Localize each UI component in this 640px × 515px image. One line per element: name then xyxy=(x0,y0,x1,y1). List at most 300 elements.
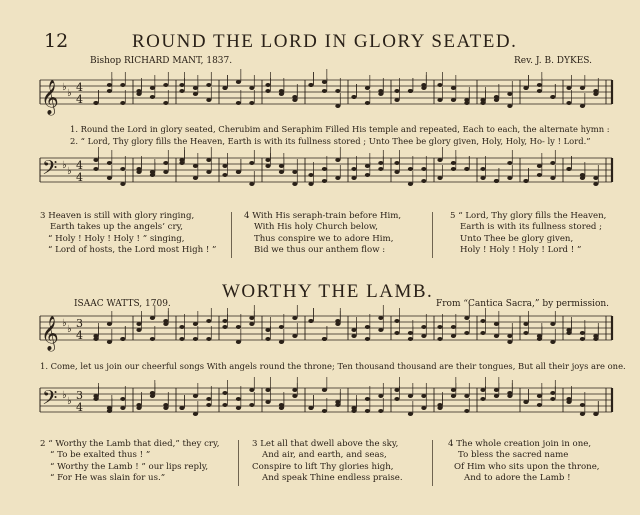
note-head xyxy=(537,394,542,398)
note-head xyxy=(437,337,442,341)
note-head xyxy=(365,409,370,413)
note-head xyxy=(206,170,211,174)
note-head xyxy=(249,316,254,320)
note-head xyxy=(537,403,542,407)
hymn1-verse-4 xyxy=(244,211,401,257)
note-head xyxy=(408,331,413,335)
note-head xyxy=(93,394,98,398)
note-head xyxy=(464,331,469,335)
note-head xyxy=(464,101,469,105)
note-head xyxy=(279,325,284,329)
flat-icon: ♭ xyxy=(62,390,67,401)
note-head xyxy=(120,182,125,186)
note-head xyxy=(480,397,485,401)
note-head xyxy=(507,340,512,344)
note-head xyxy=(335,403,340,407)
note-head xyxy=(365,173,370,177)
note-head xyxy=(222,325,227,329)
note-head xyxy=(120,101,125,105)
note-head xyxy=(365,337,370,341)
note-head xyxy=(421,406,426,410)
note-head xyxy=(580,86,585,90)
note-head xyxy=(494,179,499,183)
note-head xyxy=(421,83,426,87)
note-head xyxy=(322,409,327,413)
verse-line: 4 The whole creation join in one, xyxy=(448,439,592,449)
note-head xyxy=(507,391,512,395)
verse-line: Unto Thee be glory given, xyxy=(460,233,574,244)
note-head xyxy=(136,322,141,326)
note-head xyxy=(378,409,383,413)
verse-line: Conspire to lift Thy glories high, xyxy=(252,461,394,472)
verse-line: 5 “ Lord, Thy glory fills the Heaven, xyxy=(450,211,607,221)
note-head xyxy=(437,325,442,329)
flat-icon: ♭ xyxy=(67,396,72,407)
hymn2-lyric-line-1: 1. Come, let us join our cheerful songs With angels round the throne; Ten thousand thousand are their tongues, But all their joys are one. xyxy=(40,361,626,371)
hymn1-verse-5 xyxy=(450,211,606,257)
flat-icon: ♭ xyxy=(67,88,72,99)
note-head xyxy=(222,319,227,323)
verse-line: And speak Thine endless praise. xyxy=(262,473,403,484)
note-head xyxy=(480,176,485,180)
note-head xyxy=(464,409,469,413)
note-head xyxy=(150,337,155,341)
note-head xyxy=(120,397,125,401)
note-head xyxy=(507,161,512,165)
verse-line: “ Holy ! Holy ! Holy ! ” singing, xyxy=(48,233,185,244)
note-head xyxy=(292,334,297,338)
note-head xyxy=(222,173,227,177)
time-signature-bottom: 4 xyxy=(76,329,83,342)
column-divider xyxy=(231,212,232,258)
verse-line: 2 “ Worthy the Lamb that died,” they cry, xyxy=(40,439,220,449)
note-head xyxy=(322,80,327,84)
note-head xyxy=(523,86,528,90)
hymn2-source: From “Cantica Sacra,” by permission. xyxy=(436,299,610,309)
note-head xyxy=(236,170,241,174)
note-head xyxy=(394,397,399,401)
hymn2-verse-4 xyxy=(448,439,600,485)
hymn1-composer: Rev. J. B. DYKES. xyxy=(514,56,592,66)
note-head xyxy=(351,176,356,180)
note-head xyxy=(265,400,270,404)
note-head xyxy=(249,322,254,326)
note-head xyxy=(107,340,112,344)
note-head xyxy=(537,164,542,168)
note-head xyxy=(179,83,184,87)
note-head xyxy=(335,104,340,108)
page-number: 12 xyxy=(44,30,69,52)
verse-line: Holy ! Holy ! Holy ! Lord ! ” xyxy=(460,245,582,256)
note-head xyxy=(480,388,485,392)
note-head xyxy=(193,337,198,341)
note-head xyxy=(451,394,456,398)
verse-line: Earth is with its fullness stored ; xyxy=(460,222,603,233)
verse-line: Earth takes up the angels’ cry, xyxy=(50,222,184,233)
note-head xyxy=(292,95,297,99)
hymn1-verse-3 xyxy=(40,211,216,257)
note-head xyxy=(566,167,571,171)
note-head xyxy=(236,325,241,329)
flat-icon: ♭ xyxy=(62,160,67,171)
note-head xyxy=(279,170,284,174)
note-head xyxy=(222,86,227,90)
verse-line: Thus conspire we to adore Him, xyxy=(254,233,394,244)
note-head xyxy=(292,394,297,398)
verse-line: “ Worthy the Lamb ! ” our lips reply, xyxy=(50,461,209,472)
note-head xyxy=(408,89,413,93)
hymn2-author: ISAAC WATTS, 1709. xyxy=(74,299,171,309)
note-head xyxy=(480,331,485,335)
flat-icon: ♭ xyxy=(62,82,67,93)
note-head xyxy=(523,322,528,326)
note-head xyxy=(451,167,456,171)
verse-line: “ To be exalted thus ! ” xyxy=(50,450,151,461)
note-head xyxy=(394,89,399,93)
note-head xyxy=(308,319,313,323)
note-head xyxy=(566,101,571,105)
time-signature-top: 4 xyxy=(76,159,83,172)
note-head xyxy=(378,316,383,320)
note-head xyxy=(523,400,528,404)
note-head xyxy=(437,158,442,162)
hymn1-lyric-line-2: 2. “ Lord, Thy glory fills the Heaven, Earth is with its fullness stored ; Unto Thee be glory given, Holy, Holy, Ho- ly ! Lord.” xyxy=(70,136,591,146)
note-head xyxy=(408,394,413,398)
note-head xyxy=(394,388,399,392)
verse-line: 3 Heaven is still with glory ringing, xyxy=(40,211,195,221)
time-signature-top: 4 xyxy=(76,81,83,94)
note-head xyxy=(550,176,555,180)
note-head xyxy=(451,325,456,329)
note-head xyxy=(222,403,227,407)
note-head xyxy=(507,334,512,338)
note-head xyxy=(550,340,555,344)
time-signature-bottom: 4 xyxy=(76,93,83,106)
note-head xyxy=(249,182,254,186)
note-head xyxy=(107,322,112,326)
note-head xyxy=(593,412,598,416)
note-head xyxy=(494,334,499,338)
note-head xyxy=(222,391,227,395)
note-head xyxy=(206,403,211,407)
note-head xyxy=(279,164,284,168)
note-head xyxy=(206,98,211,102)
note-head xyxy=(163,319,168,323)
note-head xyxy=(265,83,270,87)
verse-line: Bid we thus our anthem flow : xyxy=(254,245,386,256)
treble-clef-icon: 𝄞 xyxy=(41,80,59,115)
note-head xyxy=(566,86,571,90)
note-head xyxy=(265,328,270,332)
note-head xyxy=(523,331,528,335)
note-head xyxy=(193,394,198,398)
note-head xyxy=(335,319,340,323)
note-head xyxy=(322,179,327,183)
note-head xyxy=(93,167,98,171)
note-head xyxy=(351,334,356,338)
note-head xyxy=(249,403,254,407)
note-head xyxy=(322,337,327,341)
note-head xyxy=(507,92,512,96)
note-head xyxy=(222,164,227,168)
note-head xyxy=(451,98,456,102)
note-head xyxy=(136,406,141,410)
note-head xyxy=(408,337,413,341)
flat-icon: ♭ xyxy=(62,318,67,329)
note-head xyxy=(179,406,184,410)
note-head xyxy=(394,170,399,174)
note-head xyxy=(193,412,198,416)
time-signature-bottom: 4 xyxy=(76,171,83,184)
note-head xyxy=(206,83,211,87)
note-head xyxy=(537,337,542,341)
note-head xyxy=(265,164,270,168)
column-divider xyxy=(432,212,433,258)
note-head xyxy=(193,176,198,180)
note-head xyxy=(163,170,168,174)
note-head xyxy=(394,98,399,102)
note-head xyxy=(150,86,155,90)
note-head xyxy=(93,158,98,162)
note-head xyxy=(93,101,98,105)
note-head xyxy=(193,164,198,168)
note-head xyxy=(179,161,184,165)
note-head xyxy=(408,167,413,171)
verse-line: 3 Let all that dwell above the sky, xyxy=(252,439,399,449)
note-head xyxy=(394,319,399,323)
note-head xyxy=(150,391,155,395)
note-head xyxy=(537,83,542,87)
hymn1-author: Bishop RICHARD MANT, 1837. xyxy=(90,56,233,66)
note-head xyxy=(580,403,585,407)
note-head xyxy=(206,319,211,323)
note-head xyxy=(179,325,184,329)
note-head xyxy=(179,89,184,93)
note-head xyxy=(107,176,112,180)
note-head xyxy=(236,80,241,84)
note-head xyxy=(378,394,383,398)
note-head xyxy=(136,170,141,174)
verse-line: And air, and earth, and seas, xyxy=(262,450,387,461)
note-head xyxy=(593,182,598,186)
note-head xyxy=(378,167,383,171)
verse-line: And to adore the Lamb ! xyxy=(464,473,571,484)
note-head xyxy=(136,92,141,96)
note-head xyxy=(394,331,399,335)
note-head xyxy=(120,83,125,87)
note-head xyxy=(550,95,555,99)
hymn1-lyric-line-1: 1. Round the Lord in glory seated, Cherubim and Seraphim Filled His temple and repeated, Each to each, the alternate hymn : xyxy=(70,124,610,134)
time-signature-top: 3 xyxy=(76,317,83,330)
note-head xyxy=(480,98,485,102)
note-head xyxy=(365,101,370,105)
note-head xyxy=(507,176,512,180)
note-head xyxy=(550,391,555,395)
verse-line: To bless the sacred name xyxy=(458,450,569,461)
verse-line: With His holy Church below, xyxy=(254,222,378,233)
note-head xyxy=(335,89,340,93)
note-head xyxy=(593,176,598,180)
note-head xyxy=(365,86,370,90)
hymn2-title: WORTHY THE LAMB. xyxy=(222,281,434,302)
note-head xyxy=(351,409,356,413)
note-head xyxy=(206,337,211,341)
note-head xyxy=(136,328,141,332)
verse-line: “ For He was slain for us.” xyxy=(50,473,166,484)
note-head xyxy=(593,337,598,341)
column-divider xyxy=(432,440,433,486)
note-head xyxy=(335,176,340,180)
hymn2-verse-3 xyxy=(252,439,403,485)
bass-clef-icon: 𝄢 xyxy=(42,156,58,184)
note-head xyxy=(249,388,254,392)
note-head xyxy=(580,104,585,108)
note-head xyxy=(451,334,456,338)
flat-icon: ♭ xyxy=(67,166,72,177)
note-head xyxy=(322,89,327,93)
note-head xyxy=(437,98,442,102)
note-head xyxy=(322,388,327,392)
verse-line: “ Lord of hosts, the Lord most High ! ” xyxy=(48,245,217,256)
column-divider xyxy=(238,440,239,486)
note-head xyxy=(107,161,112,165)
note-head xyxy=(408,182,413,186)
bass-clef-icon: 𝄢 xyxy=(42,386,58,414)
note-head xyxy=(378,92,383,96)
hymn1-title: ROUND THE LORD IN GLORY SEATED. xyxy=(132,31,518,52)
note-head xyxy=(421,179,426,183)
note-head xyxy=(451,161,456,165)
note-head xyxy=(107,83,112,87)
note-head xyxy=(265,337,270,341)
note-head xyxy=(421,325,426,329)
note-head xyxy=(120,337,125,341)
note-head xyxy=(351,328,356,332)
note-head xyxy=(120,167,125,171)
note-head xyxy=(351,167,356,171)
note-head xyxy=(537,89,542,93)
note-head xyxy=(150,95,155,99)
note-head xyxy=(494,388,499,392)
note-head xyxy=(580,412,585,416)
note-head xyxy=(378,328,383,332)
note-head xyxy=(580,331,585,335)
note-head xyxy=(206,397,211,401)
note-head xyxy=(580,337,585,341)
note-head xyxy=(480,167,485,171)
note-head xyxy=(421,167,426,171)
note-head xyxy=(249,101,254,105)
note-head xyxy=(120,406,125,410)
note-head xyxy=(163,83,168,87)
note-head xyxy=(566,331,571,335)
note-head xyxy=(107,89,112,93)
note-head xyxy=(265,158,270,162)
note-head xyxy=(179,337,184,341)
note-head xyxy=(236,340,241,344)
note-head xyxy=(150,173,155,177)
note-head xyxy=(464,316,469,320)
note-head xyxy=(566,397,571,401)
note-head xyxy=(193,86,198,90)
note-head xyxy=(93,334,98,338)
note-head xyxy=(292,316,297,320)
note-head xyxy=(193,92,198,96)
note-head xyxy=(494,322,499,326)
note-head xyxy=(249,86,254,90)
note-head xyxy=(322,167,327,171)
verse-line: 4 With His seraph-train before Him, xyxy=(244,211,402,221)
verse-line: Of Him who sits upon the throne, xyxy=(454,461,600,472)
note-head xyxy=(464,394,469,398)
note-head xyxy=(265,388,270,392)
note-head xyxy=(163,101,168,105)
time-signature-bottom: 4 xyxy=(76,401,83,414)
note-head xyxy=(550,397,555,401)
time-signature-top: 3 xyxy=(76,389,83,402)
note-head xyxy=(394,161,399,165)
note-head xyxy=(451,388,456,392)
note-head xyxy=(365,397,370,401)
note-head xyxy=(480,319,485,323)
note-head xyxy=(163,161,168,165)
note-head xyxy=(437,83,442,87)
note-head xyxy=(292,388,297,392)
note-head xyxy=(550,322,555,326)
note-head xyxy=(408,412,413,416)
note-head xyxy=(437,403,442,407)
note-head xyxy=(308,173,313,177)
note-head xyxy=(437,176,442,180)
note-head xyxy=(365,325,370,329)
note-head xyxy=(494,394,499,398)
note-head xyxy=(464,167,469,171)
note-head xyxy=(249,161,254,165)
note-head xyxy=(279,89,284,93)
note-head xyxy=(206,158,211,162)
note-head xyxy=(308,182,313,186)
note-head xyxy=(236,101,241,105)
note-head xyxy=(351,95,356,99)
note-head xyxy=(265,89,270,93)
note-head xyxy=(365,164,370,168)
note-head xyxy=(193,322,198,326)
hymn2-verse-2 xyxy=(40,439,219,485)
note-head xyxy=(550,161,555,165)
note-head xyxy=(279,340,284,344)
note-head xyxy=(335,158,340,162)
note-head xyxy=(494,95,499,99)
note-head xyxy=(580,176,585,180)
note-head xyxy=(292,182,297,186)
note-head xyxy=(292,170,297,174)
note-head xyxy=(378,161,383,165)
note-head xyxy=(451,86,456,90)
note-head xyxy=(308,406,313,410)
note-head xyxy=(507,104,512,108)
note-head xyxy=(236,406,241,410)
note-head xyxy=(236,397,241,401)
note-head xyxy=(537,173,542,177)
note-head xyxy=(150,316,155,320)
note-head xyxy=(593,89,598,93)
note-head xyxy=(279,403,284,407)
note-head xyxy=(308,83,313,87)
note-head xyxy=(163,406,168,410)
note-head xyxy=(421,394,426,398)
note-head xyxy=(107,409,112,413)
treble-clef-icon: 𝄞 xyxy=(41,316,59,351)
